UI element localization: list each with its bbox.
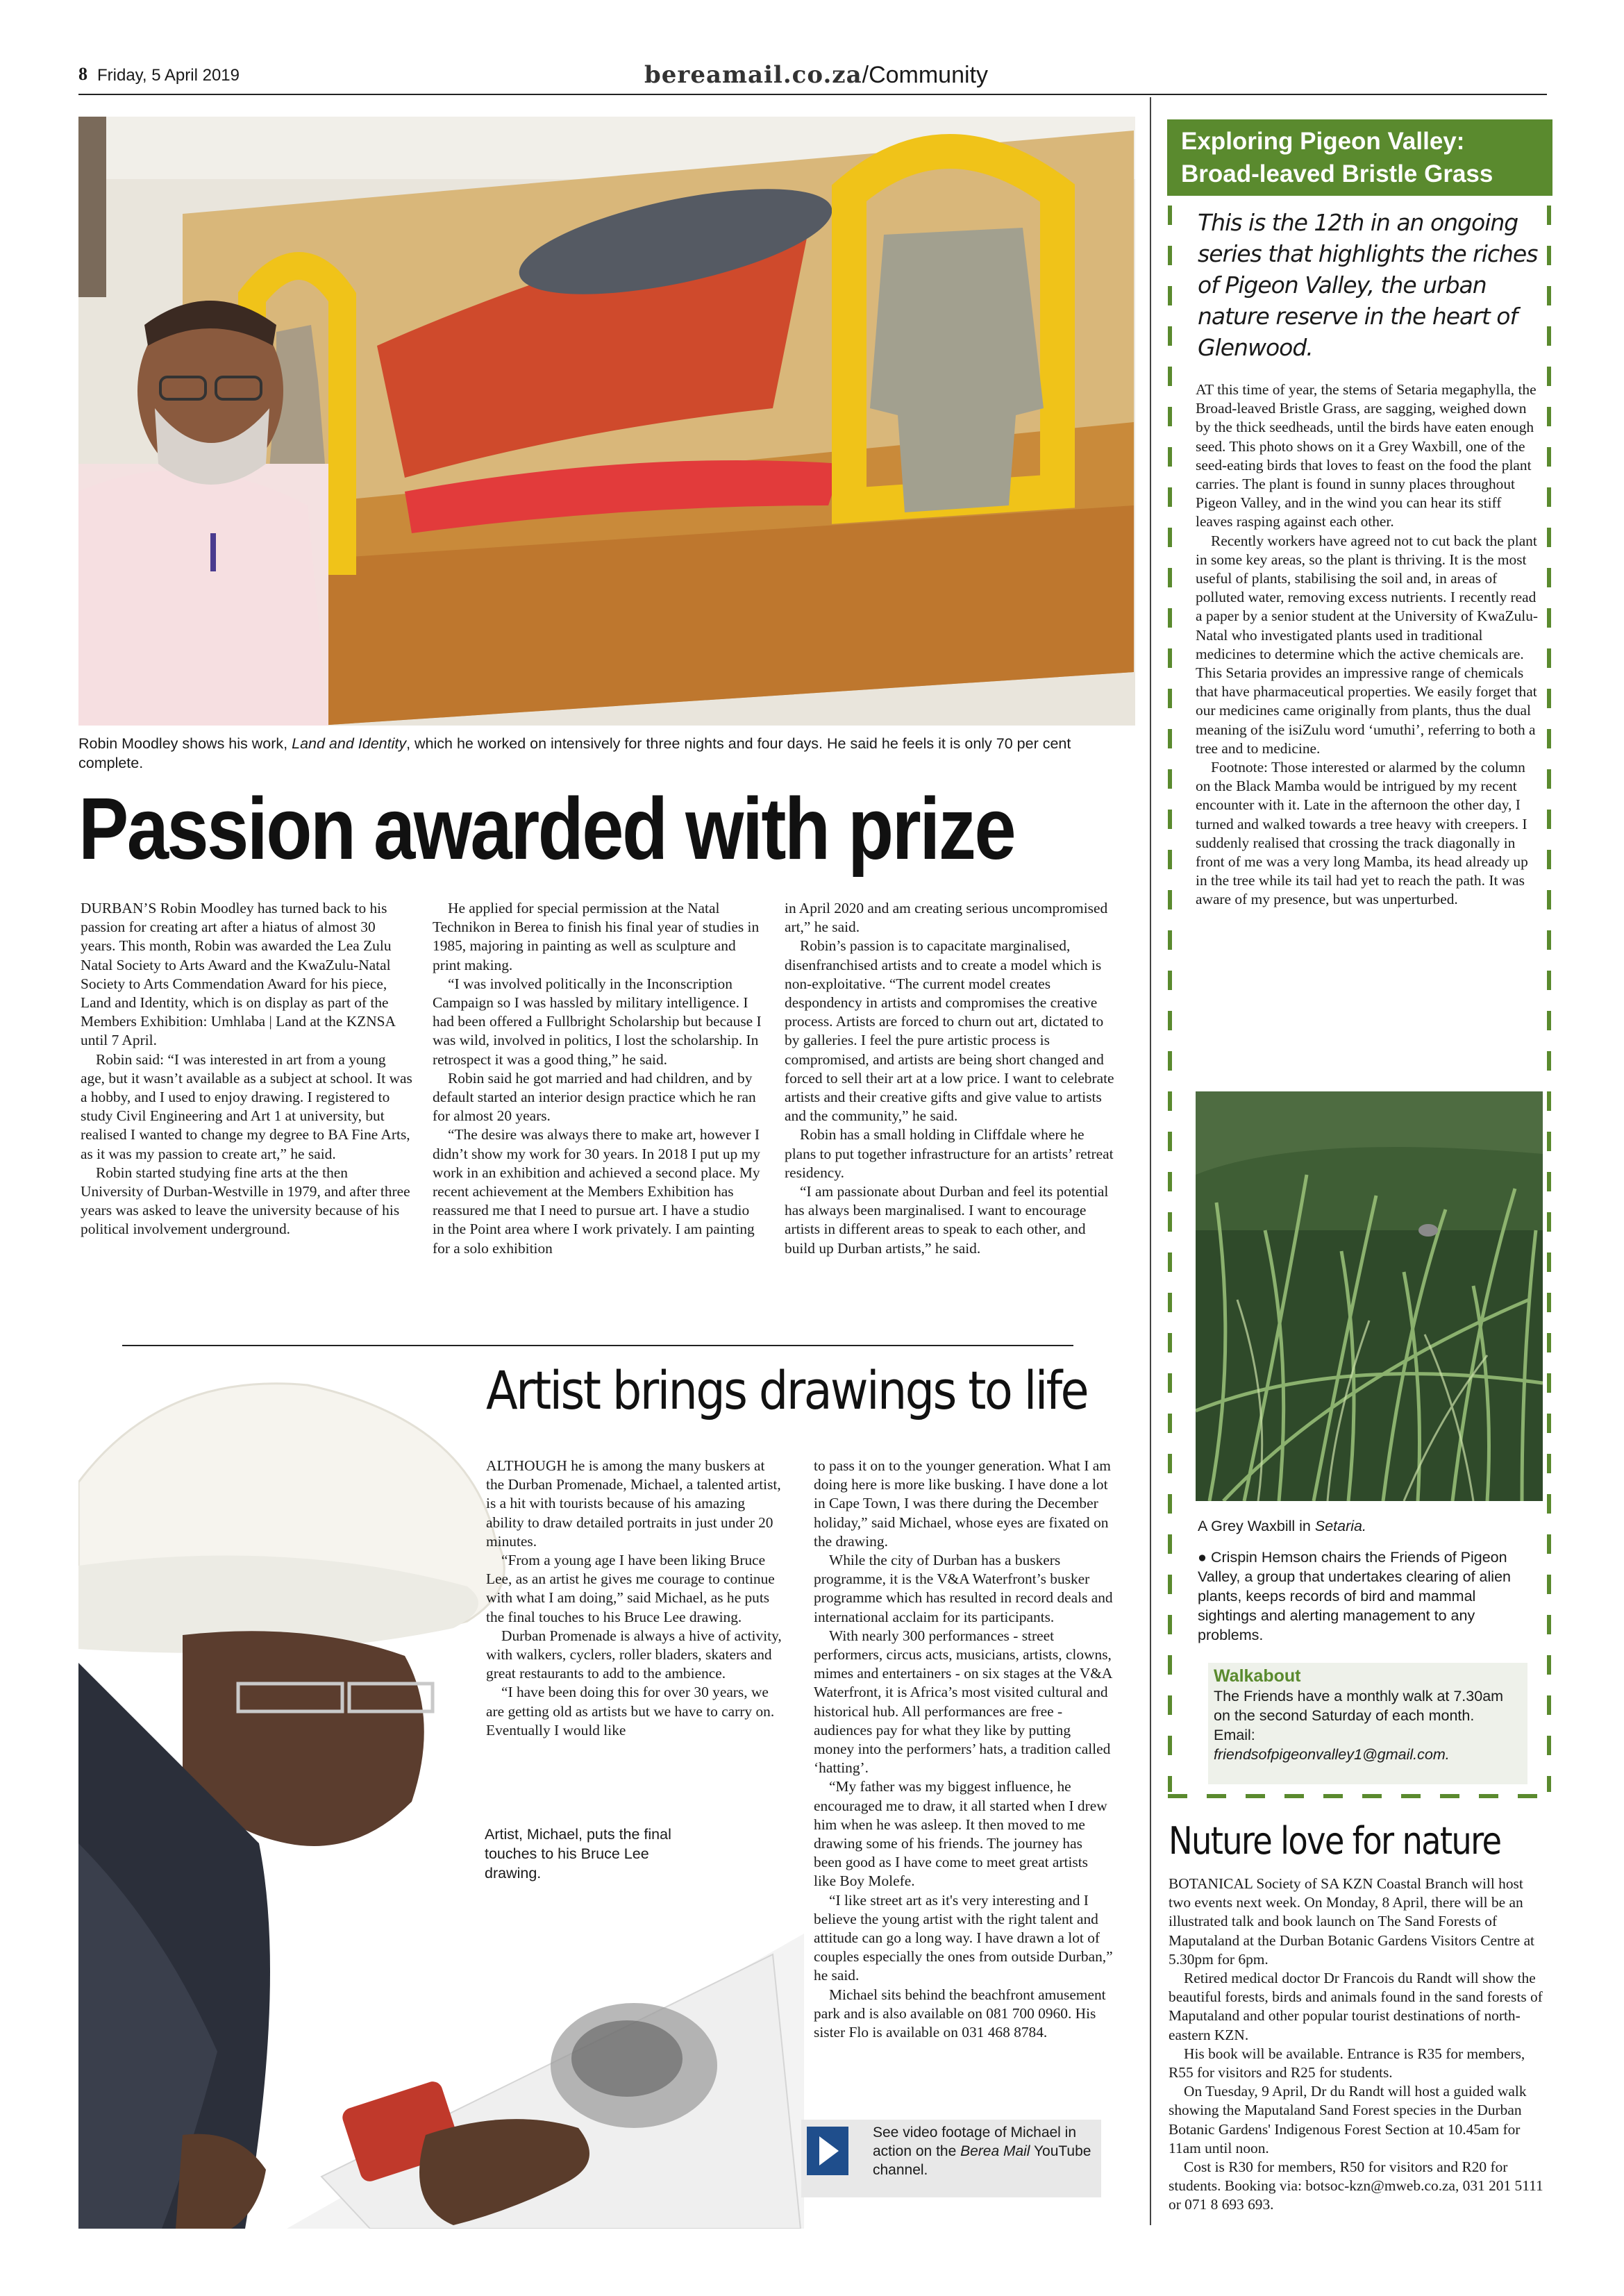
sidebar-bullet — [1198, 1548, 1530, 1645]
paragraph: in April 2020 and am creating serious uncompromised art,” he said. — [785, 900, 1108, 936]
story1-photo-caption — [78, 734, 1134, 773]
video-text: See video footage of Michael in action on the — [873, 2125, 1077, 2159]
walkabout-email[interactable]: friendsofpigeonvalley1@gmail.com. — [1214, 1746, 1450, 1763]
sidebar-title — [1167, 119, 1552, 196]
paragraph: ALTHOUGH he is among the many buskers at the Durban Promenade, Michael, a talented artist, is a hit with tourists because of his amazing ability to draw detailed portraits in just under 20 minutes. — [486, 1457, 781, 1550]
story2-headline: Artist brings drawings to life — [486, 1359, 1088, 1421]
paragraph: His book will be available. Entrance is R35 for members, R55 for visitors and R25 for students. — [1169, 2045, 1525, 2081]
video-promo-text — [873, 2123, 1095, 2179]
robin-moodley-photo — [78, 117, 1135, 726]
paragraph: Cost is R30 for members, R50 for visitors and R20 for students. Booking via: botsoc-kzn@mweb.co.za, 031 201 5111 or 071 8 693 693. — [1169, 2159, 1543, 2213]
site-domain[interactable]: bereamail.co.za — [644, 61, 862, 89]
header-rule — [78, 94, 1547, 95]
sidebar-border-bottom — [1168, 1794, 1551, 1798]
caption-artwork-title: Land and Identity — [292, 735, 407, 752]
caption-text: A Grey Waxbill in — [1198, 1518, 1315, 1534]
sidebar-photo-caption — [1198, 1516, 1531, 1536]
paragraph: With nearly 300 performances - street performers, circus acts, musicians, artists, clowns, mimes and entertainers - on six stages at the V&A Waterfront, it is Africa’s most visited cultural and historical hub. All performances are free - audiences pay for what they like by putting money into the performers’ hats, a tradition called ‘hatting’. — [814, 1627, 1112, 1777]
sidebar-title-line: Broad-leaved Bristle Grass — [1181, 160, 1493, 187]
walkabout-content — [1214, 1666, 1519, 1764]
sidebar-title-line: Exploring Pigeon Valley: — [1181, 128, 1465, 155]
paragraph: “I was involved politically in the Inconscription Campaign so I was hassled by military intelligence. I had been offered a Fullbright Scholarship but because I was wild, involved in politics, I lost the scholarship. In retrospect it was a good thing,” he said. — [433, 975, 762, 1068]
bullet-dot-icon: ● — [1198, 1549, 1207, 1566]
caption-text: , which he worked on intensively for three nights and four days. He said he feels it is only 70 per cent complete. — [78, 735, 1071, 771]
paragraph: DURBAN’S Robin Moodley has turned back to his passion for creating art after a hiatus of almost 30 years. This month, Robin was awarded the Lea Zulu Natal Society to Arts Award and the KwaZulu-Natal Society to Arts Commendation Award for his piece, Land and Identity, which is on display as part of the Members Exhibition: Umhlaba | Land at the KZNSA until 7 April. — [81, 900, 395, 1049]
column-rule — [1150, 97, 1151, 2225]
video-text: YouTube channel. — [873, 2143, 1091, 2178]
story3-headline: Nuture love for nature — [1169, 1819, 1501, 1863]
paragraph: “I like street art as it's very interesting and I believe the young artist with the right talent and attitude can go a long way. I have drawn a lot of couples especially the ones from outside Durban,” he said. — [814, 1891, 1113, 1984]
paragraph: On Tuesday, 9 April, Dr du Randt will host a guided walk showing the Maputaland Sand Forest species in the Durban Botanic Gardens' Indigenous Forest Section at 10.45am for 11am until noon. — [1169, 2083, 1527, 2156]
issue-date: Friday, 5 April 2019 — [97, 66, 240, 85]
caption-species: Setaria. — [1314, 1518, 1366, 1534]
story3-body — [1169, 1875, 1547, 2215]
sidebar-border-right — [1547, 206, 1551, 1792]
story2-column-2 — [814, 1457, 1114, 2042]
video-channel-name: Berea Mail — [960, 2143, 1030, 2159]
page-number: 8 — [78, 64, 87, 84]
paragraph: Michael sits behind the beachfront amusement park and is also available on 081 700 0960. His sister Flo is available on 031 468 8784. — [814, 1986, 1106, 2041]
story2-photo-caption: Artist, Michael, puts the final touches to his Bruce Lee drawing. — [485, 1826, 671, 1882]
walkabout-title: Walkabout — [1214, 1666, 1301, 1686]
paragraph: Footnote: Those interested or alarmed by the column on the Black Mamba would be intrigued by my recent encounter with it. Late in the afternoon the other day, I turned and walked towards a tree heavy with creepers. I suddenly realised that crossing the track diagonally in front of me was a very long Mamba, its head already up in the tree while its tail had yet to reach the path. It was aware of my presence, but was unperturbed. — [1196, 759, 1528, 908]
story2-column-1 — [486, 1457, 785, 1740]
paragraph: He applied for special permission at the Natal Technikon in Berea to finish his final year of studies in 1985, majoring in painting as well as sculpture and print making. — [433, 900, 760, 973]
bullet-text: Crispin Hemson chairs the Friends of Pigeon Valley, a group that undertakes clearing of alien plants, keeps records of bird and mammal sightings and alerting management to any problems. — [1198, 1549, 1511, 1643]
play-icon[interactable] — [807, 2127, 848, 2175]
caption-text: Robin Moodley shows his work, — [78, 735, 292, 752]
site-masthead — [644, 61, 988, 89]
walkabout-text: The Friends have a monthly walk at 7.30am on the second Saturday of each month. Email: — [1214, 1688, 1504, 1743]
paragraph: AT this time of year, the stems of Setaria megaphylla, the Broad-leaved Bristle Grass, are sagging, weighed down by the thick seedheads, until the birds have eaten enough seed. This photo shows on it a Grey Waxbill, one of the seed-eating birds that loves to feast on the food the plant carries. The plant is found in sunny places throughout Pigeon Valley, and in the wind you can hear its stiff leaves rasping against each other. — [1196, 381, 1537, 530]
paragraph: While the city of Durban has a buskers programme, it is the V&A Waterfront’s busker programme which has resulted in record deals and international acclaim for its participants. — [814, 1552, 1113, 1625]
paragraph: to pass it on to the younger generation. What I am doing here is more like busking. I have done a lot in Cape Town, I was there during the December holiday,” said Michael, whose eyes are fixated on the drawing. — [814, 1457, 1111, 1550]
story1-headline: Passion awarded with prize — [78, 780, 1015, 878]
paragraph: Recently workers have agreed not to cut back the plant in some key areas, so the plant is thriving. It is the most useful of plants, stabilising the soil and, in areas of polluted water, removing excess nutrients. I recently read a paper by a senior student at the University of KwaZulu-Natal who investigated plants used in traditional medicines to determine which the active chemicals are. This Setaria provides an impressive range of chemicals that have pharmaceutical properties. We easily forget that our medicines came originally from plants, thus the dual meaning of the isiZulu word ‘umuthi’, referring to both a tree and to medicine. — [1196, 532, 1539, 757]
story-divider — [122, 1345, 1073, 1346]
sidebar-intro: This is the 12th in an ongoing series that highlights the riches of Pigeon Valley, the urban nature reserve in the heart of Glenwood. — [1198, 209, 1538, 361]
paragraph: Robin’s passion is to capacitate marginalised, disenfranchised artists and to create a model which is non-exploitative. “The current model creates despondency in artists and compromises the creative process. Artists are forced to churn out art, dictated to by galleries. I feel the pure artistic process is compromised, and artists are being short changed and forced to sell their art at a low price. I want to celebrate artists and their creative gifts and give value to artists and the community,” he said. — [785, 937, 1114, 1125]
story1-column-1 — [81, 899, 412, 1239]
paragraph: BOTANICAL Society of SA KZN Coastal Branch will host two events next week. On Monday, 8 April, there will be an illustrated talk and book launch on The Sand Forests of Maputaland at the Durban Botanic Gardens Visitors Centre at 5.30pm for 6pm. — [1169, 1875, 1535, 1968]
paragraph: “My father was my biggest influence, he encouraged me to draw, it all started when I drew him when he was asleep. It then moved to me drawing some of his friends. The journey has been good as I have come to meet great artists like Boy Molefe. — [814, 1778, 1107, 1890]
story1-column-3 — [785, 899, 1116, 1258]
section-name: /Community — [862, 62, 988, 88]
paragraph: Robin started studying fine arts at the then University of Durban-Westville in 1979, and after three years was asked to leave the university because of his political involvement underground. — [81, 1164, 410, 1238]
paragraph: Retired medical doctor Dr Francois du Randt will show the beautiful forests, birds and animals found in the sand forests of Maputaland and other popular tourist destinations of north-eastern KZN. — [1169, 1970, 1543, 2043]
paragraph: “I have been doing this for over 30 years, we are getting old as artists but we have to carry on. Eventually I would like — [486, 1684, 775, 1738]
paragraph: Robin said he got married and had children, and by default started an interior design practice which he ran for almost 20 years. — [433, 1069, 756, 1125]
paragraph: “The desire was always there to make art, however I didn’t show my work for 30 years. In 2018 I put up my work in an exhibition and achieved a second place. My recent achievement at the Members Exhibition has reassured me that I need to pursue art. I have a studio in the Point area where I work privately. I am painting for a solo exhibition — [433, 1126, 760, 1257]
paragraph: “From a young age I have been liking Bruce Lee, as an artist he gives me courage to continue with what I am doing,” said Michael, as he puts the final touches to his Bruce Lee drawing. — [486, 1552, 775, 1625]
sidebar-border-left — [1168, 206, 1172, 1792]
sidebar-body — [1196, 380, 1541, 910]
paragraph: Durban Promenade is always a hive of activity, with walkers, cyclers, roller bladers, skaters and great restaurants to add to the ambience. — [486, 1627, 782, 1682]
paragraph: Robin has a small holding in Cliffdale where he plans to put together infrastructure for an artists’ retreat residency. — [785, 1126, 1114, 1181]
paragraph: Robin said: “I was interested in art from a young age, but it wasn’t available as a subject at school. It was a hobby, and I used to enjoy drawing. I registered to study Civil Engineering and Art 1 at university, but realised I wanted to change my degree to BA Fine Arts, as it was my passion to create art,” he said. — [81, 1050, 412, 1162]
paragraph: “I am passionate about Durban and feel its potential has always been marginalised. I want to encourage artists in different areas to speak to each other, and build up Durban artists,” he said. — [785, 1183, 1109, 1257]
grey-waxbill-photo — [1196, 1091, 1543, 1501]
story1-column-2 — [433, 899, 764, 1258]
